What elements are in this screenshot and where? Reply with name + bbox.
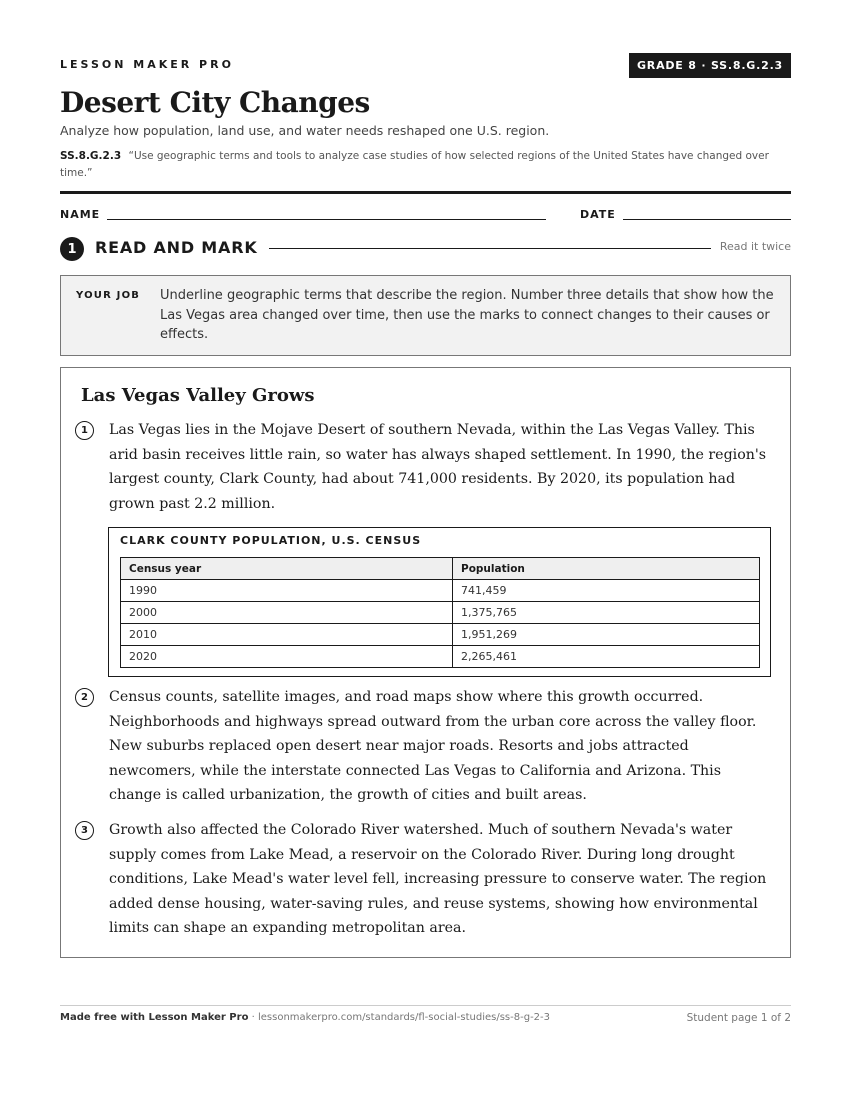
table-title: CLARK COUNTY POPULATION, U.S. CENSUS [120,534,422,547]
standard-text: “Use geographic terms and tools to analyze case studies of how selected regions of the United States have changed over time.” [60,150,769,179]
column-header-census-year: Census year [121,558,453,580]
table-cell-population: 741,459 [453,580,760,602]
paragraph-2 [75,685,775,808]
footer-made-with: Made free with Lesson Maker Pro [60,1012,249,1023]
paragraph-1 [75,418,775,516]
name-label: NAME [60,208,101,221]
job-label: YOUR JOB [76,290,141,301]
table-cell-year: 2010 [121,624,453,646]
footer-url[interactable]: · lessonmakerpro.com/standards/fl-social-studies/ss-8-g-2-3 [248,1012,551,1023]
section-title: READ AND MARK [95,238,258,257]
table-cell-year: 1990 [121,580,453,602]
column-header-population: Population [453,558,760,580]
table-header-row [121,558,760,580]
job-instructions-box [60,275,791,356]
footer-divider [60,1005,791,1006]
footer-page-number: Student page 1 of 2 [686,1012,791,1024]
table-row [121,580,760,602]
section-note: Read it twice [719,240,791,253]
paragraph-number-badge: 1 [75,421,94,440]
section-divider [269,248,711,249]
standard-statement [60,148,791,182]
page-title: Desert City Changes [60,86,370,119]
population-table-box [108,527,771,677]
reading-title: Las Vegas Valley Grows [81,385,315,406]
paragraph-number-badge: 2 [75,688,94,707]
table-row [121,624,760,646]
table-row [121,602,760,624]
table-cell-population: 1,951,269 [453,624,760,646]
paragraph-number-badge: 3 [75,821,94,840]
date-field[interactable] [623,219,791,220]
standard-code: SS.8.G.2.3 [60,150,122,162]
job-text: Underline geographic terms that describe the region. Number three details that show how the Las Vegas area changed over time, then use the marks to connect changes to their causes or effects. [160,288,774,342]
paragraph-3 [75,818,775,941]
header-divider [60,191,791,194]
paragraph-text: Census counts, satellite images, and road maps show where this growth occurred. Neighborhoods and highways spread outward from the urban core across the valley floor. New suburbs replaced open desert near major roads. Resorts and jobs attracted newcomers, while the interstate connected Las Vegas to California and Arizona. This change is called urbanization, the growth of cities and built areas. [109,689,757,803]
table-cell-year: 2020 [121,646,453,668]
population-table [120,557,760,668]
name-field[interactable] [107,219,546,220]
paragraph-text: Growth also affected the Colorado River watershed. Much of southern Nevada's water supply comes from Lake Mead, a reservoir on the Colorado River. During long drought conditions, Lake Mead's water level fell, increasing pressure to conserve water. The region added dense housing, water-saving rules, and reuse systems, showing how environmental limits can shape an expanding metropolitan area. [109,822,767,936]
section-number-badge: 1 [60,237,84,261]
table-cell-year: 2000 [121,602,453,624]
date-label: DATE [580,208,616,221]
footer-credit [60,1012,550,1023]
paragraph-text: Las Vegas lies in the Mojave Desert of southern Nevada, within the Las Vegas Valley. This arid basin receives little rain, so water has always shaped settlement. In 1990, the region's largest county, Clark County, had about 741,000 residents. By 2020, its population had grown past 2.2 million. [109,422,767,512]
page-subtitle: Analyze how population, land use, and water needs reshaped one U.S. region. [60,123,550,138]
table-cell-population: 1,375,765 [453,602,760,624]
worksheet-page [60,0,791,1100]
table-cell-population: 2,265,461 [453,646,760,668]
table-row [121,646,760,668]
grade-badge: GRADE 8 · SS.8.G.2.3 [629,53,791,78]
reading-passage-box [60,367,791,958]
brand-name: LESSON MAKER PRO [60,58,234,71]
